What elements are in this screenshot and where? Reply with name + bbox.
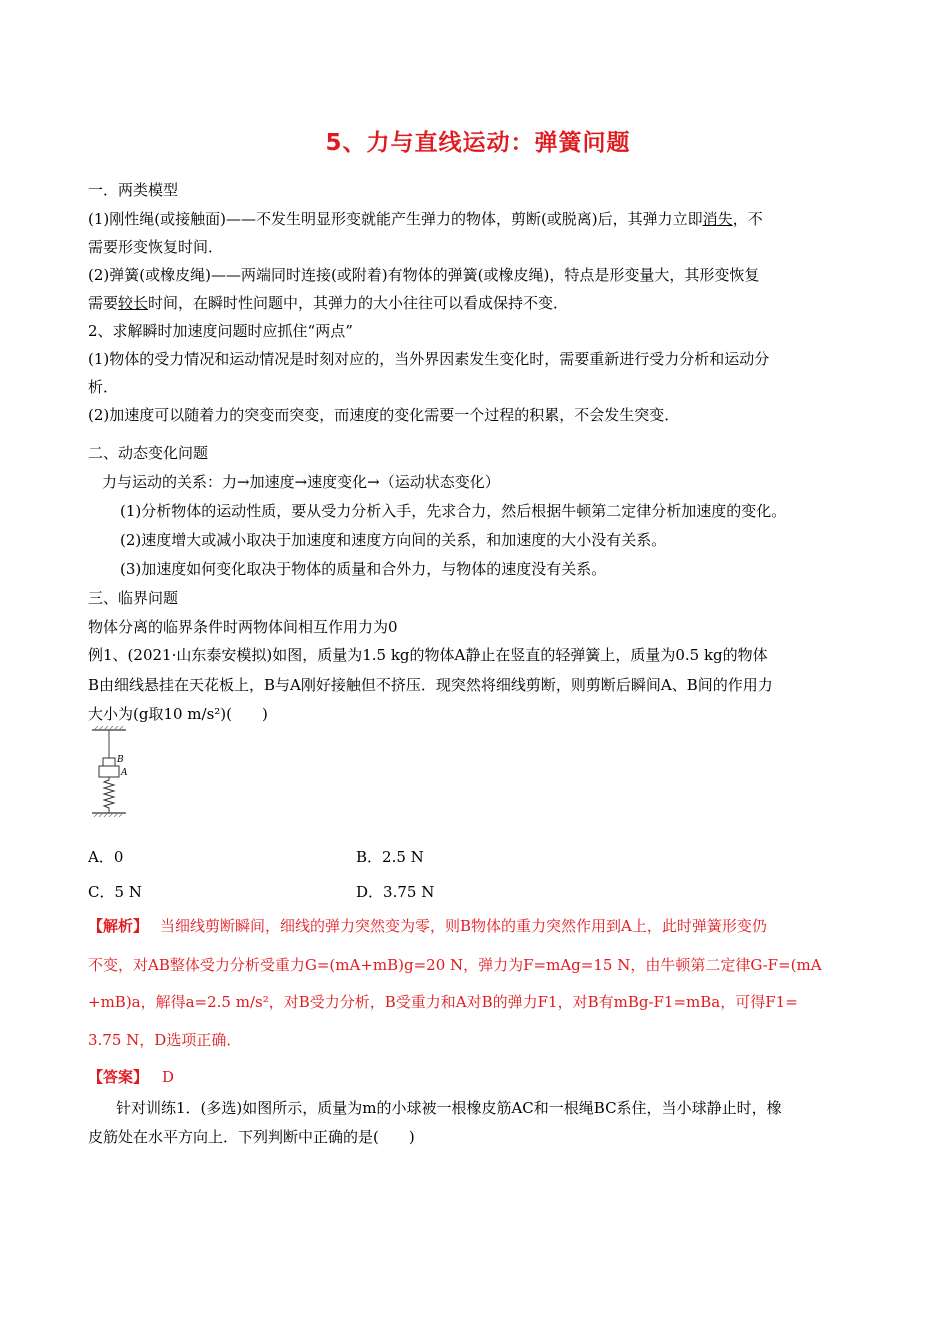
answer-value: D xyxy=(162,1068,175,1086)
dynamic-item-2: (2)速度增大或减小取决于加速度和速度方向间的关系，和加速度的大小没有关系。 xyxy=(120,531,667,549)
paragraph-rigid-rope-line1 xyxy=(88,209,763,229)
page-title: 5、力与直线运动：弹簧问题 xyxy=(325,130,631,156)
example1-line3: 大小为(g取10 m/s²)( ) xyxy=(88,705,268,723)
example1-line1: 例1、(2021·山东泰安模拟)如图，质量为1.5 kg的物体A静止在竖直的轻弹簧上，质量为0.5 kg的物体 xyxy=(88,646,768,664)
training1-line1: 针对训练1．(多选)如图所示，质量为m的小球被一根橡皮筋AC和一根绳BC系住，当小球静止时，橡 xyxy=(116,1099,782,1117)
spring-block-figure xyxy=(88,726,132,822)
option-c[interactable]: C．5 N xyxy=(88,883,142,901)
analysis-line2: 不变，对AB整体受力分析受重力G=(mA+mB)g=20 N，弹力为F=mAg=15 N，由牛顿第二定律G-F=(mA xyxy=(88,956,822,974)
analysis-label: 【解析】 xyxy=(88,917,149,935)
underlined-term-long: 较长 xyxy=(118,294,149,312)
dynamic-item-1: (1)分析物体的运动性质，要从受力分析入手，先求合力，然后根据牛顿第二定律分析加速度的变化。 xyxy=(120,502,787,520)
section-heading-models: 一．两类模型 xyxy=(88,181,179,199)
section-heading-dynamic: 二、动态变化问题 xyxy=(88,444,209,462)
critical-condition: 物体分离的临界条件时两物体间相互作用力为0 xyxy=(88,618,398,636)
paragraph-spring-line2 xyxy=(88,293,568,313)
analysis-line3: +mB)a，解得a=2.5 m/s²，对B受力分析，B受重力和A对B的弹力F1，对B有mBg-F1=mBa，可得F1= xyxy=(88,993,798,1011)
text-segment: (1)刚性绳(或接触面)——不发生明显形变就能产生弹力的物体，剪断(或脱离)后，其弹力立即 xyxy=(88,210,703,228)
paragraph-spring-line1: (2)弹簧(或橡皮绳)——两端同时连接(或附着)有物体的弹簧(或橡皮绳)，特点是形变量大，其形变恢复 xyxy=(88,266,760,284)
option-d[interactable]: D．3.75 N xyxy=(356,883,435,901)
text-segment: 需要 xyxy=(88,294,119,312)
force-motion-relation: 力与运动的关系：力→加速度→速度变化→（运动状态变化） xyxy=(102,473,500,491)
option-a[interactable]: A．0 xyxy=(88,848,124,866)
point2-line1: (2)加速度可以随着力的突变而突变，而速度的变化需要一个过程的积累，不会发生突变． xyxy=(88,406,680,424)
section-heading-critical: 三、临界问题 xyxy=(88,589,179,607)
paragraph-rigid-rope-line2: 需要形变恢复时间． xyxy=(88,238,224,256)
figure-label-a: A xyxy=(121,768,128,778)
option-b[interactable]: B．2.5 N xyxy=(356,848,424,866)
answer-label: 【答案】 xyxy=(88,1068,149,1086)
subsection-heading-two-points: 2、求解瞬时加速度问题时应抓住“两点” xyxy=(88,322,353,340)
figure-label-b: B xyxy=(117,755,124,765)
training1-line2: 皮筋处在水平方向上．下列判断中正确的是( ) xyxy=(88,1128,415,1146)
dynamic-item-3: (3)加速度如何变化取决于物体的质量和合外力，与物体的速度没有关系。 xyxy=(120,560,607,578)
underlined-term-disappear: 消失 xyxy=(702,210,733,228)
analysis-line1 xyxy=(88,916,767,936)
example1-line2: B由细线悬挂在天花板上，B与A刚好接触但不挤压．现突然将细线剪断，则剪断后瞬间A、B间的作用力 xyxy=(88,676,773,694)
point1-line1: (1)物体的受力情况和运动情况是时刻对应的，当外界因素发生变化时，需要重新进行受力分析和运动分 xyxy=(88,350,770,368)
answer-line xyxy=(88,1067,174,1087)
text-segment: 当细线剪断瞬间，细线的弹力突然变为零，则B物体的重力突然作用到A上，此时弹簧形变仍 xyxy=(160,917,767,935)
text-segment: ，不 xyxy=(732,210,763,228)
text-segment: 时间，在瞬时性问题中，其弹力的大小往往可以看成保持不变． xyxy=(148,294,569,312)
analysis-line4: 3.75 N，D选项正确． xyxy=(88,1031,242,1049)
point1-line2: 析． xyxy=(88,378,119,396)
